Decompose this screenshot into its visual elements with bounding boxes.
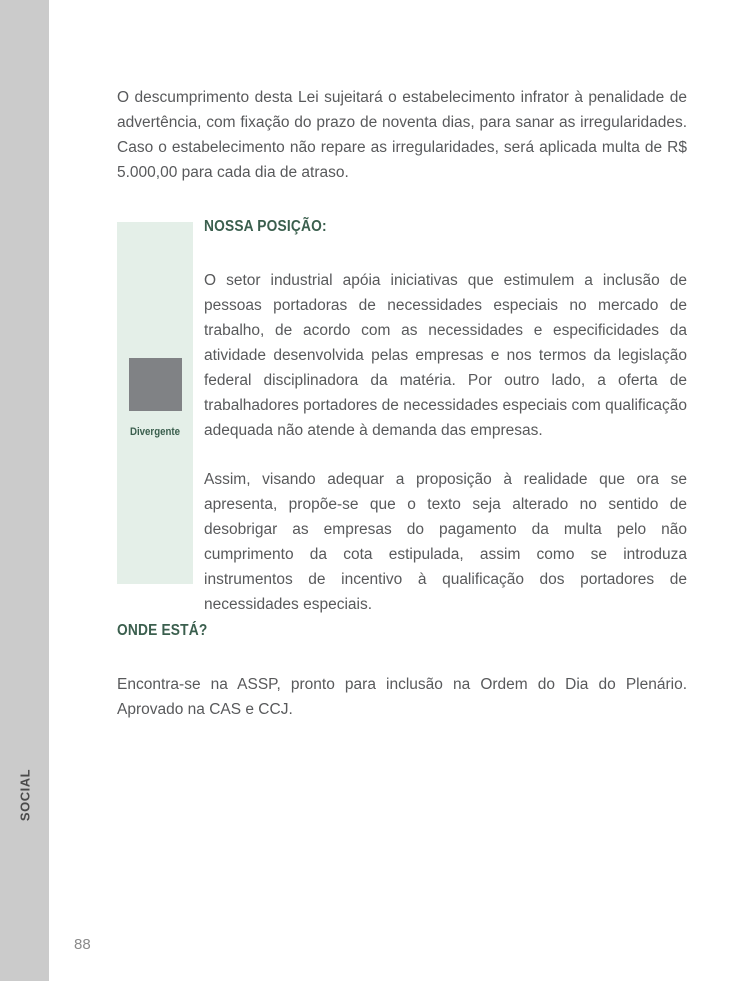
position-paragraph-1: O setor industrial apóia iniciativas que estimulem a inclusão de pessoas portadoras de necessidades especiais no mercado de trabalho, de acordo com as necessidades e especificidades da atividade desenvolvida pelas empresas e nos termos da legislação federal disciplinadora da matéria. Por outro lado, a oferta de trabalhadores portadores de necessidades especiais com qualificação adequada não atende à demanda das empresas.: [204, 272, 687, 439]
position-heading: NOSSA POSIÇÃO:: [204, 218, 327, 235]
status-label: Divergente: [129, 426, 181, 438]
status-swatch: [129, 358, 182, 411]
position-paragraph-2: Assim, visando adequar a proposição à realidade que ora se apresenta, propõe-se que o texto seja alterado no sentido de desobrigar as empresas do pagamento da multa pelo não cumprimento da cota estipulada, assim como se introduza instrumentos de incentivo à qualificação dos portadores de necessidades especiais.: [204, 471, 687, 613]
section-label: SOCIAL: [17, 768, 33, 822]
intro-paragraph: O descumprimento desta Lei sujeitará o estabelecimento infrator à penalidade de advertência, com fixação do prazo de noventa dias, para sanar as irregularidades. Caso o estabelecimento não repare as irregularidades, será aplicada multa de R$ 5.000,00 para cada dia de atraso.: [117, 89, 687, 181]
section-side-band: [0, 0, 49, 981]
location-paragraph: Encontra-se na ASSP, pronto para inclusão na Ordem do Dia do Plenário. Aprovado na CAS e CCJ.: [117, 676, 687, 718]
page-number: 88: [74, 936, 91, 953]
location-heading: ONDE ESTÁ?: [117, 622, 208, 639]
